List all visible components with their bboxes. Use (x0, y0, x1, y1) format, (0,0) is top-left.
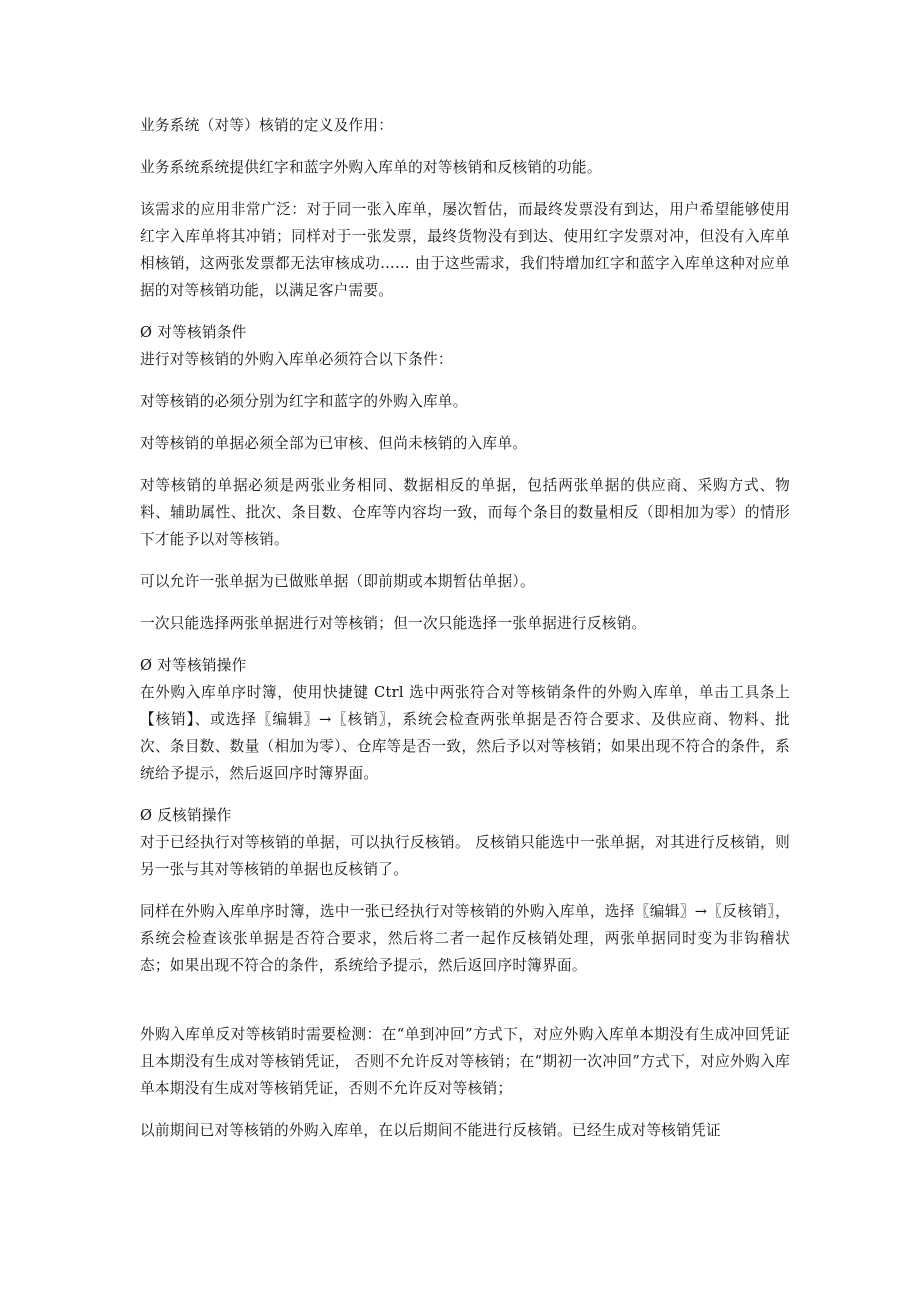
paragraph-summary: 业务系统系统提供红字和蓝字外购入库单的对等核销和反核销的功能。 (140, 159, 602, 176)
paragraph-conditions-intro: 进行对等核销的外购入库单必须符合以下条件： (140, 351, 453, 368)
paragraph-operation: 在外购入库单序时簿，使用快捷键 Ctrl 选中两张符合对等核销条件的外购入库单，单击工具条上【核销】、或选择〖编辑〗→〖核销〗，系统会检查两张单据是否符合要求、及供应商、物料、批次、条目数、数量（相加为零）、仓库等是否一致，然后予以对等核销；如果出现不符合的条件，系统给予提示，然后返回序时簿界面。 (140, 684, 790, 782)
section-title: 业务系统（对等）核销的定义及作用： (140, 117, 394, 134)
paragraph-background: 该需求的应用非常广泛：对于同一张入库单，屡次暂估，而最终发票没有到达，用户希望能够使用红字入库单将其冲销；同样对于一张发票，最终货物没有到达、使用红字发票对冲，但没有入库单相核销，这两张发票都无法审核成功…… 由于这些需求，我们特增加红字和蓝字入库单这种对应单据的对等核销功能，以满足客户需要。 (140, 201, 790, 299)
paragraph-reverse-intro: 对于已经执行对等核销的单据，可以执行反核销。 反核销只能选中一张单据，对其进行反核销，则另一张与其对等核销的单据也反核销了。 (140, 834, 790, 878)
heading-conditions: Ø 对等核销条件 (140, 324, 247, 341)
heading-reverse: Ø 反核销操作 (140, 807, 232, 824)
paragraph-condition-4: 可以允许一张单据为已做账单据（即前期或本期暂估单据）。 (140, 573, 535, 590)
document-body (140, 112, 790, 1144)
paragraph-reverse-operation: 同样在外购入库单序时簿，选中一张已经执行对等核销的外购入库单，选择〖编辑〗→〖反核销〗，系统会检查该张单据是否符合要求，然后将二者一起作反核销处理，两张单据同时变为非钩稽状态；如果出现不符合的条件，系统给予提示，然后返回序时簿界面。 (140, 903, 790, 974)
paragraph-condition-5: 一次只能选择两张单据进行对等核销；但一次只能选择一张单据进行反核销。 (140, 615, 647, 632)
paragraph-condition-3: 对等核销的单据必须是两张业务相同、数据相反的单据，包括两张单据的供应商、采购方式、物料、辅助属性、批次、条目数、仓库等内容均一致，而每个条目的数量相反（即相加为零）的情形下才能予以对等核销。 (140, 477, 790, 548)
paragraph-reverse-check: 外购入库单反对等核销时需要检测：在“单到冲回”方式下，对应外购入库单本期没有生成冲回凭证且本期没有生成对等核销凭证， 否则不允许反对等核销；在“期初一次冲回”方式下，对应外购入库单本期没有生成对等核销凭证，否则不允许反对等核销； (140, 1026, 790, 1097)
heading-operation: Ø 对等核销操作 (140, 657, 247, 674)
paragraph-condition-1: 对等核销的必须分别为红字和蓝字的外购入库单。 (140, 393, 468, 410)
paragraph-previous-period: 以前期间已对等核销的外购入库单，在以后期间不能进行反核销。已经生成对等核销凭证 (140, 1122, 721, 1139)
paragraph-condition-2: 对等核销的单据必须全部为已审核、但尚未核销的入库单。 (140, 435, 528, 452)
